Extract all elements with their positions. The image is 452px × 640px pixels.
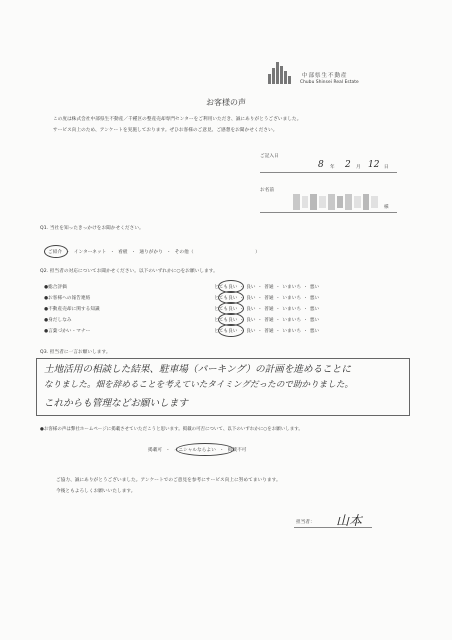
q1-option-sign[interactable]: 看板 — [118, 250, 128, 255]
q2-item-reporting: ●お客様への報告連絡 — [44, 296, 91, 301]
q1-option-passing[interactable]: 通りがかり — [139, 250, 163, 255]
q1-options: ご紹介 ・ インターネット ・ 看板 ・ 通りがかり ・ その他（ ） — [48, 250, 260, 255]
page-title: お客様の声 — [206, 98, 246, 107]
q2-item-appearance: ●身だしなみ — [44, 318, 72, 323]
q3-label: Q3. 担当者に一言お願いします。 — [40, 350, 111, 355]
company-logo-icon — [268, 60, 294, 84]
name-label: お名前 — [260, 188, 275, 193]
date-month: 2 — [345, 160, 351, 170]
closing-line-2: 今後ともよろしくお願いいたします。 — [56, 489, 136, 494]
name-underline — [260, 212, 397, 213]
date-year-unit: 年 — [330, 165, 335, 170]
q3-answer-line-2: なりました。畑を辞めることを考えていたタイミングだったので助かりました。 — [44, 380, 354, 390]
intro-line-1: この度は株式会社中部県生不動産／千種区の整産売却専門センターをご利用いただき、誠にありがとうございました。 — [53, 117, 302, 122]
q1-option-other[interactable]: その他（ — [174, 250, 194, 255]
publish-label: ●お客様の声は弊社ホームページに掲載させていただこうと思います。掲載の可否について、以下のいずれかに○をお願いします。 — [40, 427, 303, 432]
q1-option-referral[interactable]: ご紹介 — [48, 250, 63, 255]
q2-item-manners: ●言葉づかい・マナー — [44, 329, 91, 334]
q2-circle-manners — [218, 324, 244, 337]
closing-line-1: ご協力、誠にありがとうございました。アンケートでのご意見を参考にサービス向上に努めてまいります。 — [56, 478, 281, 483]
publish-option-initials[interactable]: イニシャルならよい — [173, 448, 216, 453]
intro-line-2: サービス向上のため、アンケートを実施しております。ぜひお客様のご意見、ご感想をお聞かせください。 — [53, 128, 278, 133]
q1-selection-circle — [44, 245, 68, 258]
date-underline — [260, 172, 397, 173]
publish-option-ok[interactable]: 掲載可 — [148, 448, 163, 453]
staff-signature: 山本 — [336, 514, 363, 529]
name-suffix: 様 — [384, 205, 389, 210]
publish-options: 掲載可 ・ イニシャルならよい ・ 掲載不可 — [148, 448, 247, 453]
q2-scale-reporting[interactable]: とても良い ・ 良い ・ 普通 ・ いまいち ・ 悪い — [214, 296, 320, 301]
q2-item-knowledge: ●不動産売却に関する知識 — [44, 307, 100, 312]
q1-option-internet[interactable]: インターネット — [73, 250, 107, 255]
company-name-en: Chubu Shinsei Real Estate — [300, 80, 359, 85]
date-day-unit: 日 — [384, 165, 389, 170]
q3-answer-line-1: 土地活用の相談した結果、駐車場（パーキング）の計画を進めることに — [44, 364, 351, 375]
q2-scale-appearance[interactable]: とても良い ・ 良い ・ 普通 ・ いまいち ・ 悪い — [214, 318, 320, 323]
date-year: 8 — [318, 160, 324, 170]
q3-answer-line-3: これからも管理などお願いします — [44, 398, 188, 409]
q2-scale-overall[interactable]: とても良い ・ 良い ・ 普通 ・ いまいち ・ 悪い — [214, 285, 320, 290]
name-redacted-mosaic — [293, 194, 378, 210]
date-label: ご記入日 — [260, 154, 279, 159]
q2-scale-manners[interactable]: とても良い ・ 良い ・ 普通 ・ いまいち ・ 悪い — [214, 329, 320, 334]
date-month-unit: 月 — [356, 165, 361, 170]
publish-option-ng[interactable]: 掲載不可 — [227, 448, 247, 453]
staff-underline — [294, 527, 372, 528]
q2-label: Q2. 担当者の対応についてお聞かせください。以下のいずれかに○をお願いします。 — [40, 269, 218, 274]
q1-label: Q1. 当社を知ったきっかけをお聞かせください。 — [40, 226, 144, 231]
q2-scale-knowledge[interactable]: とても良い ・ 良い ・ 普通 ・ いまいち ・ 悪い — [214, 307, 320, 312]
company-name-jp: 中部県生不動産 — [302, 73, 348, 79]
staff-label: 担当者： — [296, 520, 315, 525]
date-day: 12 — [368, 160, 380, 170]
publish-selection-circle — [173, 443, 234, 456]
q2-item-overall: ●総合評価 — [44, 285, 67, 290]
